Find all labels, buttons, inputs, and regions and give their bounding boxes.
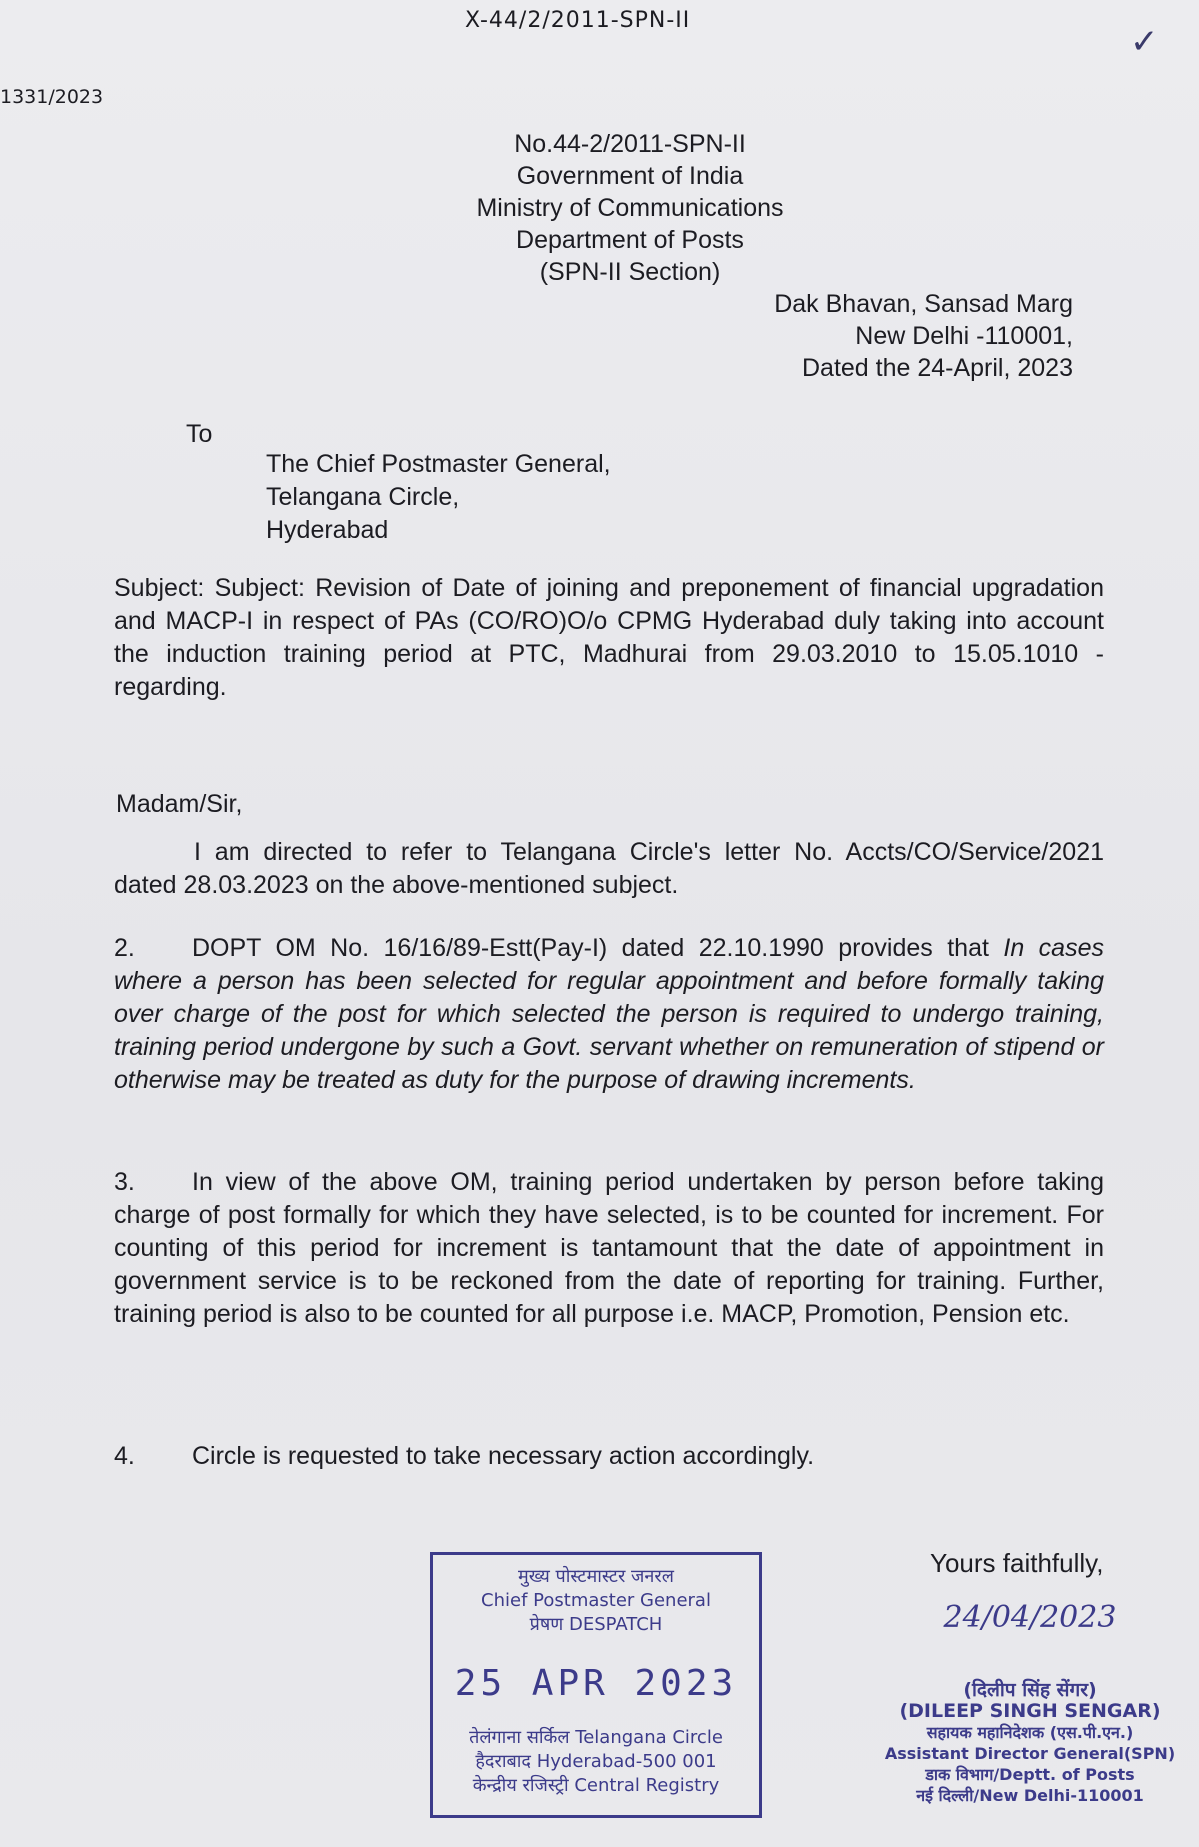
department: डाक विभाग/Deptt. of Posts [925,1765,1135,1784]
letter-date: Dated the 24-April, 2023 [801,354,1073,382]
stamp-despatch: प्रेषण DESPATCH [529,1614,663,1635]
paragraph-4-text: Circle is requested to take necessary action accordingly. [192,1442,815,1470]
to-label: To [186,420,213,448]
signatory-name: (DILEEP SINGH SENGAR) [899,1700,1161,1722]
address-line-1: Dak Bhavan, Sansad Marg [774,290,1073,318]
despatch-stamp [430,1552,762,1818]
paragraph-2-number: 2. [114,934,135,962]
salutation: Madam/Sir, [116,790,243,818]
letter-number: No.44-2/2011-SPN-II [514,130,746,158]
left-reference-number: 1331/2023 [0,86,104,108]
recipient-line: Hyderabad [266,516,389,544]
designation-hindi: सहायक महानिदेशक (एस.पी.एन.) [926,1723,1134,1742]
government-line: Government of India [516,162,744,190]
recipient-line: The Chief Postmaster General, [266,450,611,478]
tick-mark-icon: ✓ [1130,23,1159,61]
stamp-registry: केन्द्रीय रजिस्ट्री Central Registry [472,1775,720,1796]
department-line: Department of Posts [516,226,744,254]
recipient-line: Telangana Circle, [266,483,460,511]
stamp-date: 25 APR 2023 [454,1663,738,1704]
stamp-city: हैदराबाद Hyderabad-500 001 [475,1751,717,1772]
recipient-block [266,448,611,547]
stamp-title: Chief Postmaster General [481,1590,711,1611]
subject-paragraph: Subject: Subject: Revision of Date of joining and preponement of financial upgradation and MACP-I in respect of PAs (CO/RO)O/o CPMG Hyderabad duly taking into account the induction training period at PTC, Madhurai from 29.03.2010 to 15.05.1010 - regarding. [114,574,1104,701]
designation: Assistant Director General(SPN) [884,1744,1176,1763]
paragraph-3-text: In view of the above OM, training period undertaken by person before taking charge of post formally for which they have selected, is to be counted for increment. For counting of this period for increment is tantamount that the date of appointment in government service is to be reckoned from the date of reporting for training. Further, training period is also to be counted for all purpose i.e. MACP, Promotion, Pension etc. [114,1168,1104,1328]
paragraph-3-number: 3. [114,1168,135,1196]
file-number-top: X-44/2/2011-SPN-II [465,8,691,33]
paragraph-2 [114,932,1104,1097]
paragraph-1: I am directed to refer to Telangana Circle's letter No. Accts/CO/Service/2021 dated 28.03.2023 on the above-mentioned subject. [114,838,1104,899]
ministry-line: Ministry of Communications [476,194,784,222]
paragraph-4-number: 4. [114,1442,135,1470]
stamp-circle: तेलंगाना सर्किल Telangana Circle [469,1727,723,1748]
stamp-hindi-title: मुख्य पोस्टमास्टर जनरल [518,1566,674,1587]
signatory-city: नई दिल्ली/New Delhi-110001 [916,1786,1144,1805]
address-line-2: New Delhi -110001, [855,322,1073,350]
paragraph-2-quote: In cases where a person has been selected for regular appointment and before formally taking over charge of the post for which selected the person is required to undergo training, training period undergone by such a Govt. servant whether on remuneration of stipend or otherwise may be treated as duty for the purpose of drawing increments. [114,934,1104,1094]
handwritten-signature: 24/04/2023 [943,1600,1117,1635]
closing: Yours faithfully, [930,1548,1104,1578]
signature-block [870,1600,1190,1806]
paragraph-2-lead: DOPT OM No. 16/16/89-Estt(Pay-I) dated 22.10.1990 provides that [192,934,989,962]
section-line: (SPN-II Section) [539,258,721,286]
paragraph-3 [114,1166,1104,1331]
paragraph-4 [114,1440,1104,1473]
signatory-name-hindi: (दिलीप सिंह सेंगर) [963,1679,1097,1701]
